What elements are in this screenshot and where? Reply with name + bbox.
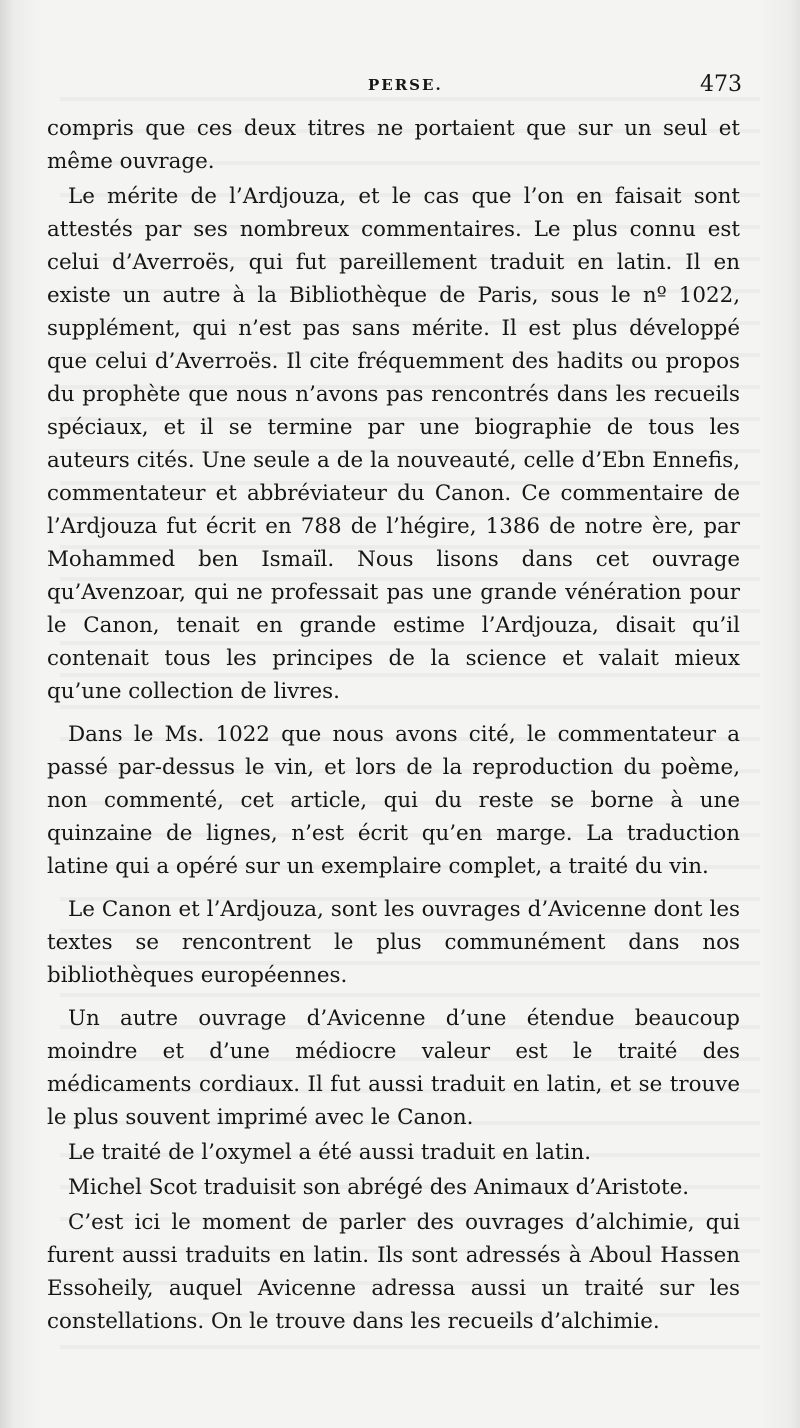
- paragraph-continuation: compris que ces deux titres ne portaient que sur un seul et même ouvrage.: [47, 116, 740, 174]
- paragraph-oxymel: Le traité de l’oxymel a été aussi traduit en latin.: [68, 1140, 592, 1165]
- page-number: 473: [700, 72, 742, 97]
- paragraph-medicaments-cordiaux: Un autre ouvrage d’Avicenne d’une étendue beaucoup moindre et d’une médiocre valeur est le traité des médicaments cordiaux. Il fut aussi traduit en latin, et se trouve le plus souvent imprimé avec le Canon.: [47, 1006, 740, 1130]
- paragraph-michel-scot: Michel Scot traduisit son abrégé des Animaux d’Aristote.: [68, 1175, 690, 1200]
- page-header: [48, 70, 742, 100]
- paragraph-canon-ardjouza: Le Canon et l’Ardjouza, sont les ouvrages d’Avicenne dont les textes se rencontrent le plus communément dans nos bibliothèques européennes.: [47, 897, 740, 988]
- paragraph-alchimie: C’est ici le moment de parler des ouvrages d’alchimie, qui furent aussi traduits en latin. Ils sont adressés à Aboul Hassen Essoheily, auquel Avicenne adressa aussi un traité sur les constellations. On le trouve dans les recueils d’alchimie.: [47, 1210, 740, 1334]
- paragraph-ms-1022: Dans le Ms. 1022 que nous avons cité, le commentateur a passé par-dessus le vin, et lors de la reproduction du poème, non commenté, cet article, qui du reste se borne à une quinzaine de lignes, n’est écrit qu’en marge. La traduction latine qui a opéré sur un exemplaire complet, a traité du vin.: [47, 722, 740, 879]
- body-text: [47, 112, 740, 1348]
- running-head: PERSE.: [368, 76, 443, 94]
- paragraph-ardjouza-commentaries: Le mérite de l’Ardjouza, et le cas que l’on en faisait sont attestés par ses nombreux commentaires. Le plus connu est celui d’Averroës, qui fut pareillement traduit en latin. Il en existe un autre à la Bibliothèque de Paris, sous le nº 1022, supplément, qui n’est pas sans mérite. Il est plus développé que celui d’Averroës. Il cite fréquemment des hadits ou propos du prophète que nous n’avons pas rencontrés dans les recueils spéciaux, et il se termine par une biographie de tous les auteurs cités. Une seule a de la nouveauté, celle d’Ebn Ennefis, commentateur et abbréviateur du Canon. Ce commentaire de l’Ardjouza fut écrit en 788 de l’hégire, 1386 de notre ère, par Mohammed ben Ismaïl. Nous lisons dans cet ouvrage qu’Avenzoar, qui ne professait pas une grande vénération pour le Canon, tenait en grande estime l’Ardjouza, disait qu’il contenait tous les principes de la science et valait mieux qu’une collection de livres.: [47, 184, 740, 704]
